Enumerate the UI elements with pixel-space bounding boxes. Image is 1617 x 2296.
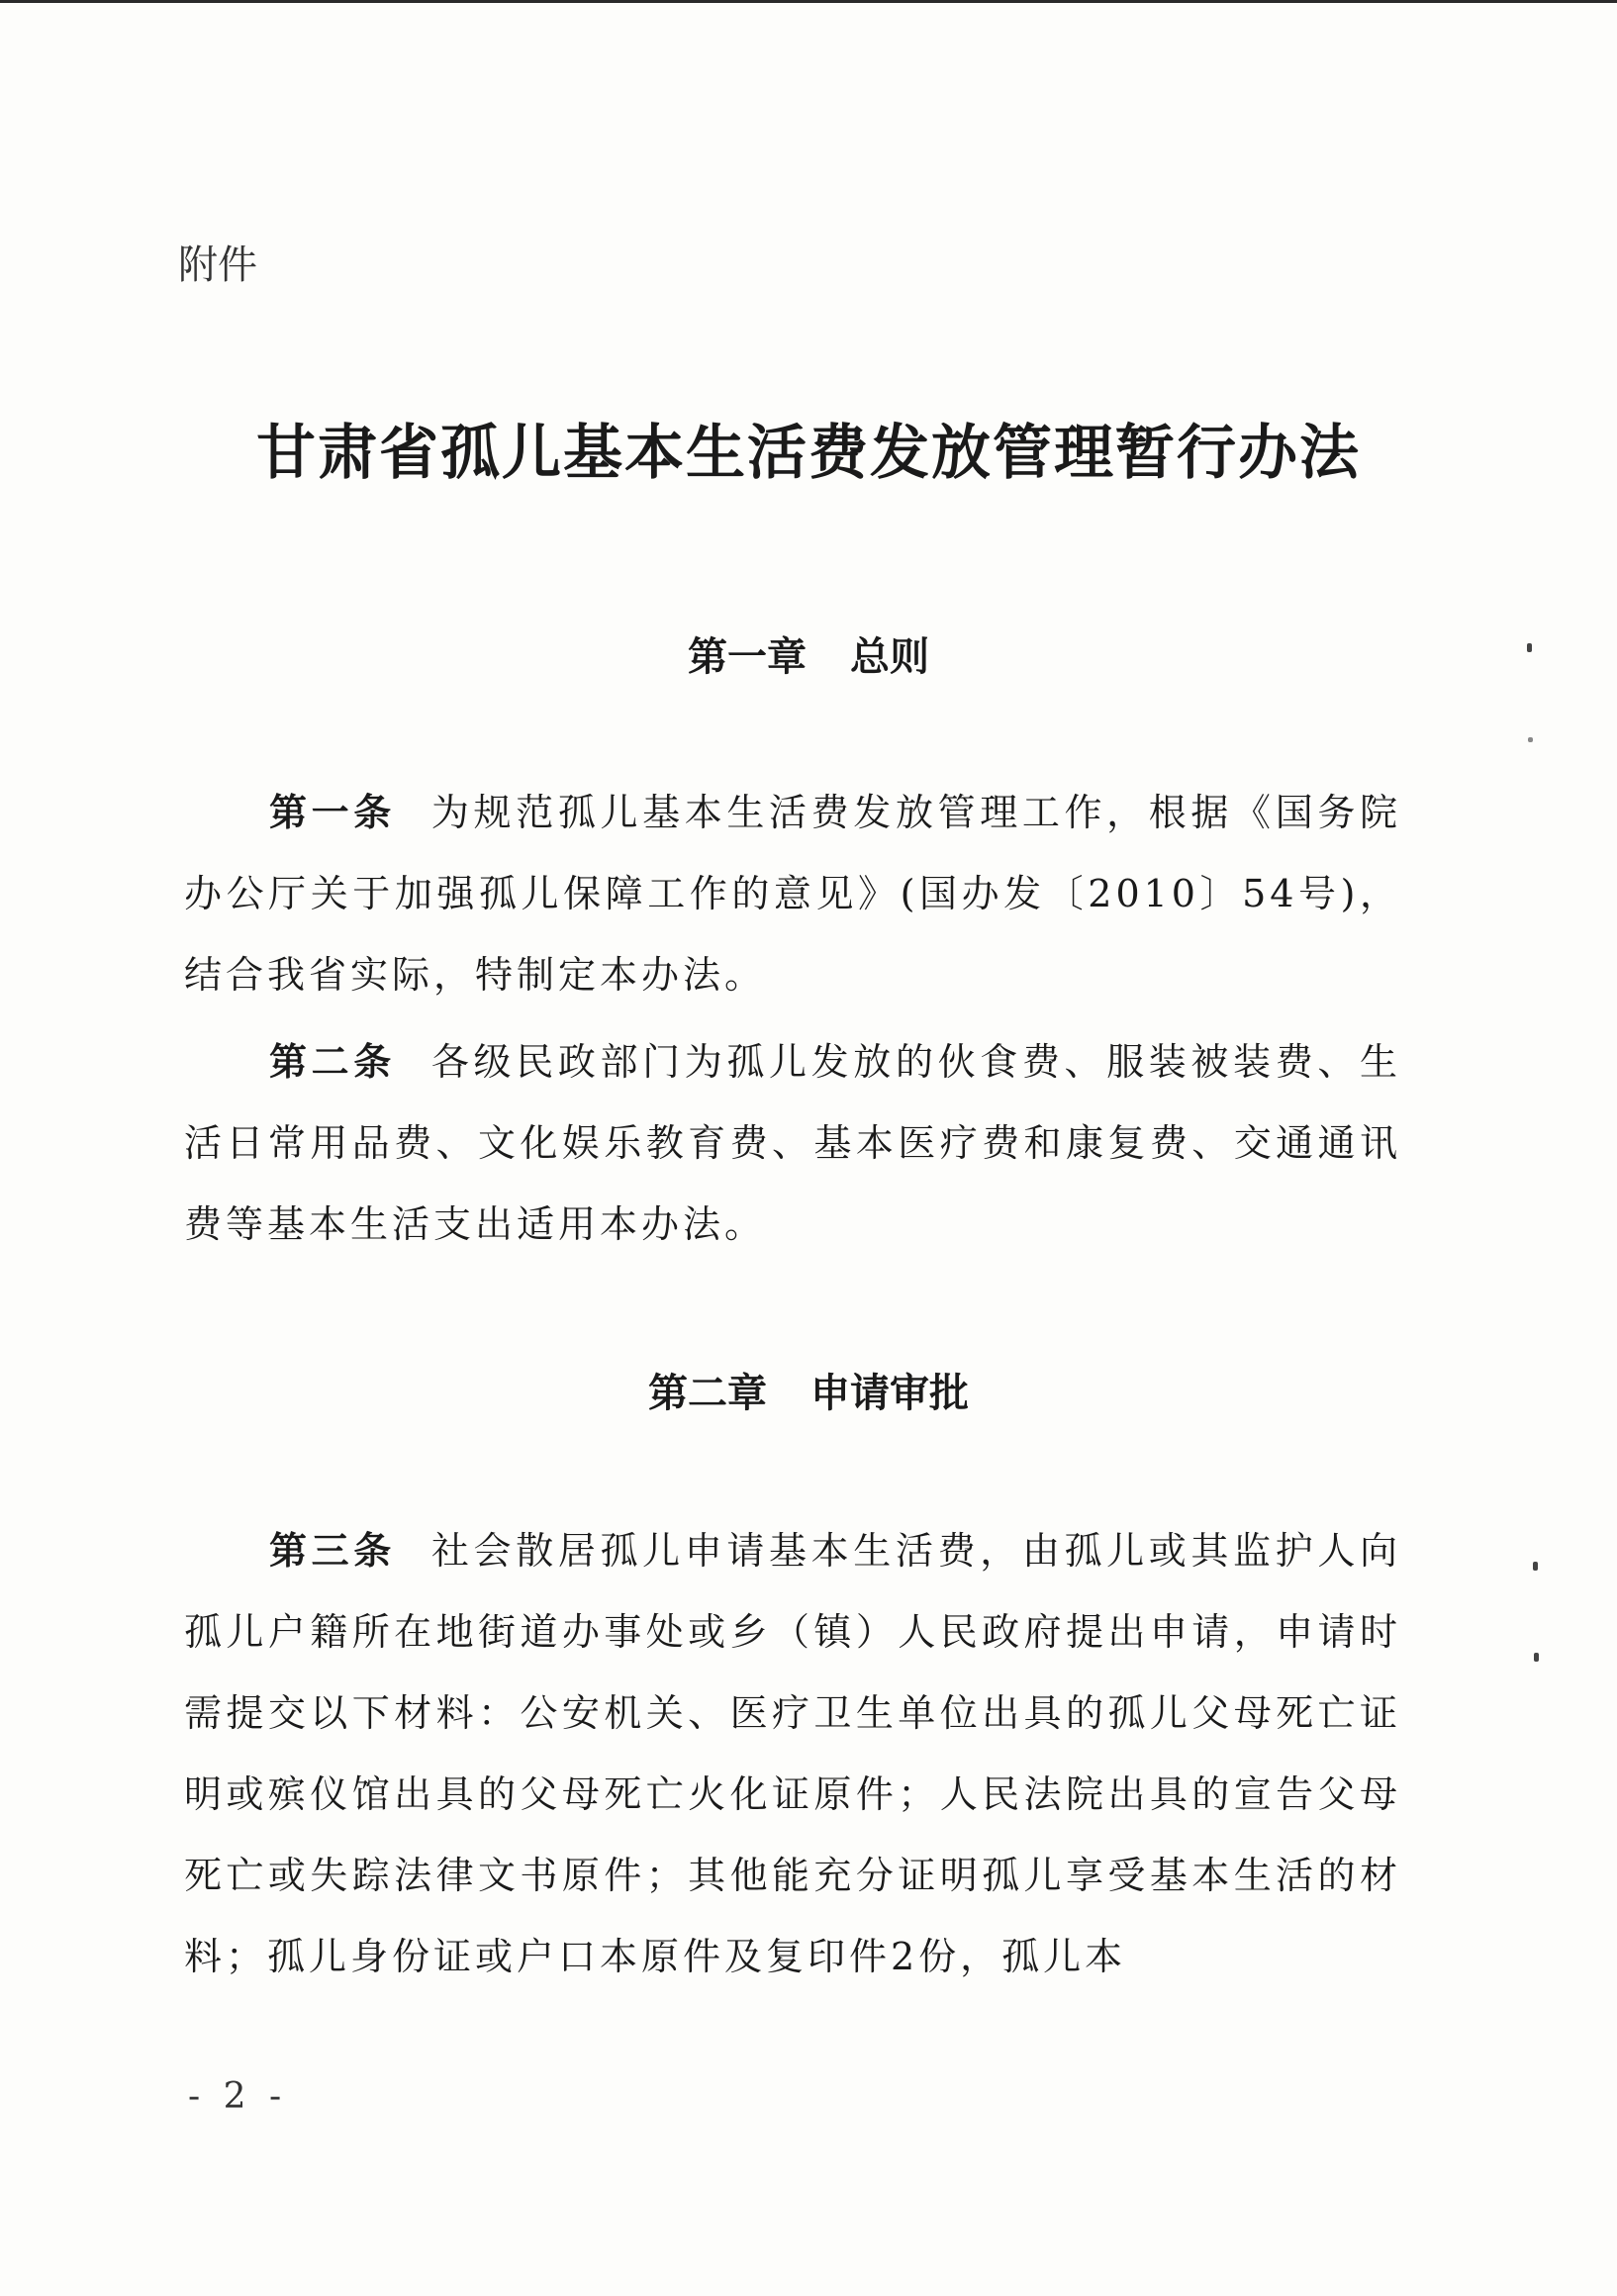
scan-speck bbox=[1528, 737, 1533, 742]
scan-top-edge bbox=[0, 0, 1617, 3]
chapter-name: 申请审批 bbox=[810, 1371, 969, 1416]
document-title: 甘肃省孤儿基本生活费发放管理暂行办法 bbox=[256, 419, 1361, 488]
chapter-heading bbox=[0, 1362, 1617, 1418]
article-paragraph bbox=[184, 1021, 1401, 1265]
article-label: 第二条 bbox=[269, 1040, 396, 1084]
article-paragraph bbox=[184, 772, 1401, 1015]
chapter-name: 总则 bbox=[850, 634, 929, 680]
scan-speck bbox=[1533, 1562, 1538, 1571]
article-label: 第一条 bbox=[269, 791, 396, 834]
article-paragraph bbox=[184, 1510, 1401, 1997]
attachment-label: 附件 bbox=[178, 242, 257, 288]
article-text: 各级民政部门为孤儿发放的伙食费、服装被装费、生活日常用品费、文化娱乐教育费、基本医疗费和康复费、交通通讯费等基本生活支出适用本办法。 bbox=[184, 1040, 1401, 1246]
chapter-number: 第一章 bbox=[688, 634, 807, 680]
article-text: 为规范孤儿基本生活费发放管理工作，根据《国务院办公厅关于加强孤儿保障工作的意见》(国办发〔2010〕54号)，结合我省实际，特制定本办法。 bbox=[184, 791, 1401, 997]
scan-speck bbox=[1527, 643, 1532, 652]
page-number: - 2 - bbox=[188, 2076, 288, 2117]
chapter-number: 第二章 bbox=[648, 1371, 767, 1416]
chapter-heading bbox=[0, 625, 1617, 682]
scan-speck bbox=[1534, 1653, 1539, 1662]
article-label: 第三条 bbox=[269, 1529, 396, 1573]
article-text: 社会散居孤儿申请基本生活费，由孤儿或其监护人向孤儿户籍所在地街道办事处或乡（镇）人民政府提出申请，申请时需提交以下材料：公安机关、医疗卫生单位出具的孤儿父母死亡证明或殡仪馆出具的父母死亡火化证原件；人民法院出具的宣告父母死亡或失踪法律文书原件；其他能充分证明孤儿享受基本生活的材料；孤儿身份证或户口本原件及复印件2份，孤儿本 bbox=[184, 1529, 1401, 1978]
